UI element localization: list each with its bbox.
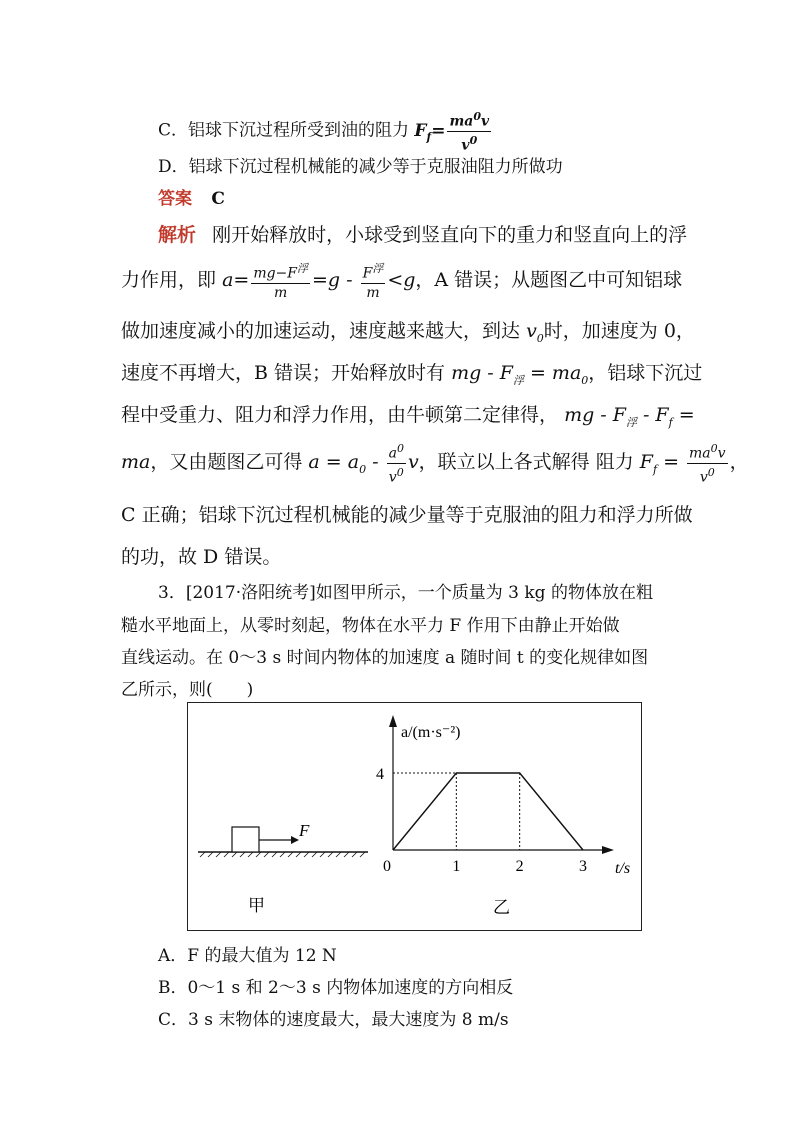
solution-text-5a: 程中受重力、阻力和浮力作用，由牛顿第二定律得， bbox=[121, 404, 559, 426]
question3-line-3: 直线运动。在 0～3 s 时间内物体的加速度 a 随时间 t 的变化规律如图 bbox=[121, 648, 649, 668]
figure-yi-chart bbox=[376, 715, 630, 917]
figure-svg bbox=[188, 703, 641, 930]
figure-label-yi: 乙 bbox=[493, 898, 510, 917]
option-b: B．0～1 s 和 2～3 s 内物体加速度的方向相反 bbox=[158, 978, 514, 998]
solution-text-6d: ， bbox=[729, 451, 749, 474]
ground-hatch bbox=[200, 852, 365, 857]
solution-line-3 bbox=[121, 316, 695, 345]
question3-line-1: 3．[2017·洛阳统考]如图甲所示，一个质量为 3 kg 的物体放在粗 bbox=[158, 583, 653, 603]
solution-formula-1: a= $\frac{mg-F^浮}{m}$ =g - $\frac{F^浮}{m}$ <g bbox=[222, 262, 416, 301]
answer-label: 答案 bbox=[158, 189, 192, 209]
solution-line-8: 的功，故 D 错误。 bbox=[121, 546, 282, 568]
figure-jia bbox=[198, 821, 368, 915]
solution-line-6 bbox=[121, 440, 749, 486]
tick-1: 1 bbox=[452, 858, 461, 875]
solution-label: 解析 bbox=[158, 224, 197, 246]
solution-formula-2: $a = a_0$ - $\frac{a^0}{v^0}$ v bbox=[308, 442, 419, 486]
solution-text-6a: ma bbox=[121, 451, 151, 474]
option-c-prev-formula: $F_f=$ $\frac{ma^0v}{v^0}$ bbox=[414, 110, 490, 154]
solution-text-3a: 做加速度减小的加速运动，速度越来越大，到达 bbox=[121, 320, 521, 342]
option-d-prev: D．铝球下沉过程机械能的减少等于克服油阻力所做功 bbox=[158, 157, 563, 177]
solution-v0: $v_0$ bbox=[526, 320, 544, 345]
y-axis-arrow bbox=[389, 715, 397, 727]
question3-line-2: 糙水平地面上，从零时刻起，物体在水平力 F 作用下由静止开始做 bbox=[121, 616, 620, 636]
solution-line-4 bbox=[121, 358, 702, 388]
answer-line bbox=[158, 184, 225, 209]
y-axis-label: a/(m·s⁻²) bbox=[401, 724, 461, 741]
solution-eq-5: mg - $F_浮 - F_f$ = bbox=[564, 404, 695, 429]
answer-value: C bbox=[211, 189, 225, 209]
tick-3: 3 bbox=[579, 858, 587, 875]
solution-formula-3: $F_f$ = $\frac{ma^0v}{v^0}$ bbox=[639, 442, 726, 486]
solution-text-6b: ，又由题图乙可得 bbox=[150, 451, 303, 474]
solution-text-2a: 力作用，即 bbox=[121, 268, 217, 291]
option-c-prev bbox=[158, 108, 493, 154]
solution-line-5 bbox=[121, 400, 695, 430]
question3-line-4: 乙所示，则( ) bbox=[121, 680, 254, 700]
solution-text-6c: ，联立以上各式解得 阻力 bbox=[418, 451, 634, 474]
x-axis-arrow bbox=[602, 846, 614, 854]
option-a: A．F 的最大值为 12 N bbox=[158, 946, 337, 966]
force-label: F bbox=[299, 821, 310, 840]
tick-2: 2 bbox=[515, 858, 524, 875]
solution-text-4b: ，铝球下沉过 bbox=[588, 362, 703, 384]
solution-text-1: 刚开始释放时，小球受到竖直向下的重力和竖直向上的浮 bbox=[212, 224, 688, 246]
option-c: C．3 s 末物体的速度最大，最大速度为 8 m/s bbox=[158, 1010, 509, 1030]
tick-4: 4 bbox=[376, 766, 384, 783]
solution-text-4a: 速度不再增大，B 错误；开始释放时有 bbox=[121, 362, 446, 384]
figure-box bbox=[187, 702, 642, 931]
x-axis-label: t/s bbox=[615, 860, 631, 877]
solution-line-1 bbox=[158, 220, 687, 247]
solution-line-7: C 正确；铝球下沉过程机械能的减少量等于克服油的阻力和浮力所做 bbox=[121, 504, 693, 526]
solution-text-3b: 时，加速度为 0， bbox=[543, 320, 695, 342]
solution-text-2b: ，A 错误；从题图乙中可知铝球 bbox=[415, 268, 683, 291]
solution-eq-4: mg - $F_浮 = ma_0$ bbox=[451, 362, 589, 387]
figure-label-jia: 甲 bbox=[248, 896, 265, 915]
block bbox=[232, 827, 259, 852]
option-c-prev-text: C．铝球下沉过程所受到油的阻力 bbox=[158, 120, 410, 141]
solution-line-2 bbox=[121, 260, 682, 302]
force-arrow-head bbox=[291, 836, 299, 844]
series-line-a bbox=[393, 773, 583, 850]
tick-0: 0 bbox=[383, 858, 391, 875]
